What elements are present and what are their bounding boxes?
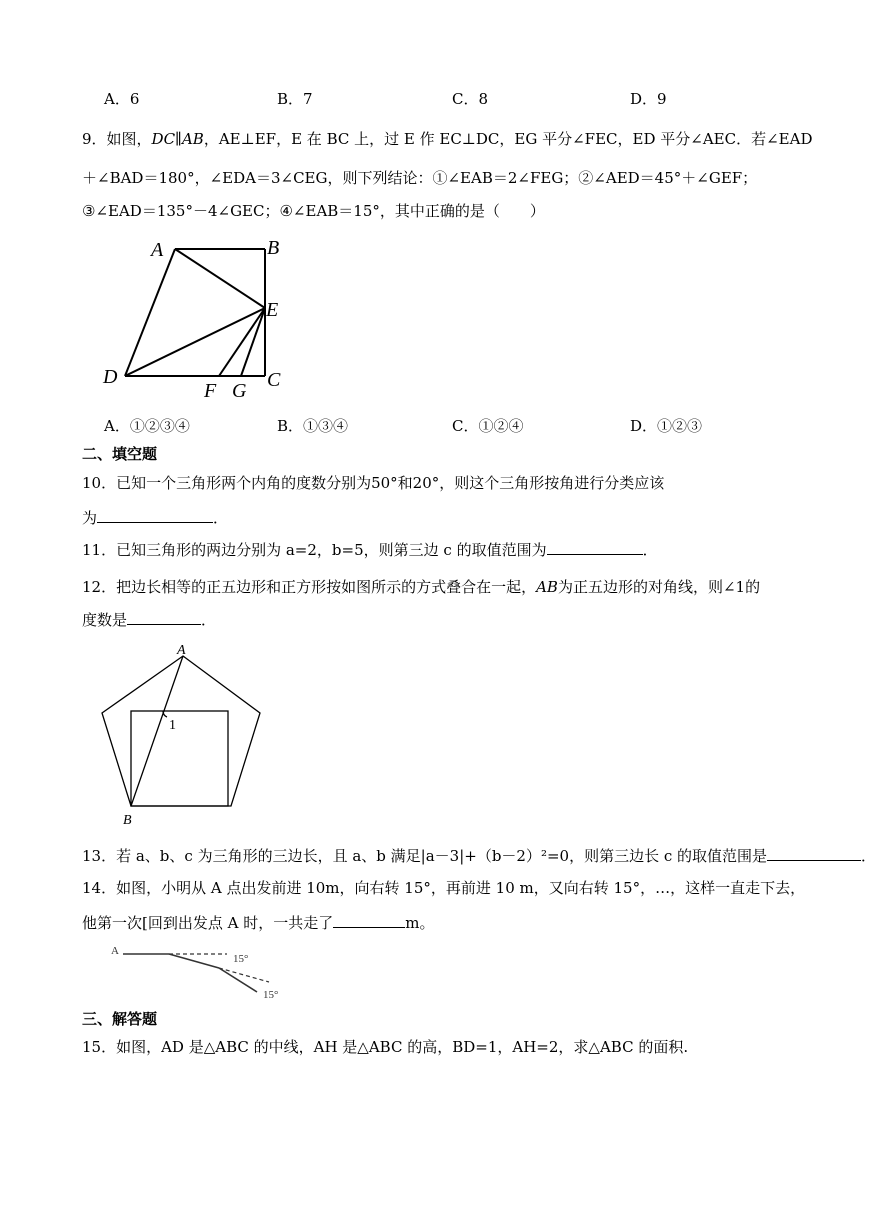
q13-post: ． bbox=[861, 847, 876, 865]
q12-square bbox=[131, 711, 228, 806]
q9-option-d: D．①②③ bbox=[630, 417, 703, 435]
q9-segment-ae bbox=[175, 249, 265, 308]
q12-stem-line2 bbox=[82, 608, 216, 631]
q9-segment-ad bbox=[125, 249, 175, 376]
section-answer-title: 三、解答题 bbox=[82, 1010, 158, 1028]
q11-stem bbox=[82, 538, 658, 561]
q14-label-angle2: 15° bbox=[263, 989, 279, 1001]
q9-stem-math: DC∥AB bbox=[151, 130, 204, 148]
q10-stem-line2 bbox=[82, 506, 228, 529]
q12-label-b: B bbox=[123, 813, 132, 828]
q11-pre: 11．已知三角形的两边分别为 a=2，b=5，则第三边 c 的取值范围为 bbox=[82, 541, 547, 559]
q13-pre: 13．若 a、b、c 为三角形的三边长，且 a、b 满足|a－3|+（b－2）²=0，则第三边长 c 的取值范围是 bbox=[82, 847, 768, 865]
q12-pentagon bbox=[102, 656, 260, 806]
q14-label-angle1: 15° bbox=[233, 953, 249, 965]
q11-answer-blank[interactable] bbox=[547, 538, 643, 555]
section-fill-in-title: 二、填空题 bbox=[82, 445, 158, 463]
q10-post: ． bbox=[213, 509, 229, 527]
q14-path-seg2 bbox=[169, 954, 219, 968]
q12-line2-pre: 度数是 bbox=[82, 611, 128, 629]
q12-math: AB bbox=[536, 578, 558, 596]
q14-stem-line1: 14．如图，小明从 A 点出发前进 10m，向右转 15°，再前进 10 m，又向右转 15°，…，这样一直走下去， bbox=[82, 879, 806, 897]
q9-label-c: C bbox=[267, 369, 281, 391]
q13-answer-blank[interactable] bbox=[767, 844, 861, 861]
q15-stem: 15．如图，AD 是△ABC 的中线，AH 是△ABC 的高，BD=1，AH=2，求△ABC 的面积. bbox=[82, 1038, 689, 1056]
q13-stem bbox=[82, 844, 876, 867]
q14-label-a: A bbox=[111, 945, 119, 957]
q12-pre: 12．把边长相等的正五边形和正方形按如图所示的方式叠合在一起， bbox=[82, 578, 537, 596]
q9-label-b: B bbox=[267, 237, 280, 259]
q12-answer-blank[interactable] bbox=[127, 608, 201, 625]
q9-figure bbox=[95, 230, 305, 405]
q12-label-a: A bbox=[177, 643, 186, 658]
q12-post: 为正五边形的对角线，则∠1的 bbox=[557, 578, 761, 596]
q9-label-f: F bbox=[204, 380, 217, 402]
q11-post: ． bbox=[642, 541, 658, 559]
q12-line2-post: ． bbox=[201, 611, 217, 629]
q9-stem-post: ，AE⊥EF，E 在 BC 上，过 E 作 EC⊥DC，EG 平分∠FEC，ED 平分∠AEC．若∠EAD bbox=[203, 130, 813, 148]
q14-answer-blank[interactable] bbox=[333, 911, 405, 928]
q10-pre: 为 bbox=[82, 509, 98, 527]
q9-stem-line1 bbox=[82, 128, 812, 150]
q10-stem-line1: 10．已知一个三角形两个内角的度数分别为50°和20°，则这个三角形按角进行分类应该 bbox=[82, 474, 665, 492]
q14-pre: 他第一次[回到出发点 A 时，一共走了 bbox=[82, 914, 334, 932]
q10-answer-blank[interactable] bbox=[97, 506, 213, 523]
q8-option-c: C．8 bbox=[452, 90, 489, 108]
q9-label-g: G bbox=[232, 380, 247, 402]
q9-option-b: B．①③④ bbox=[277, 417, 349, 435]
q9-stem-line2: ＋∠BAD＝180°，∠EDA＝3∠CEG，则下列结论：①∠EAB＝2∠FEG；②∠AED＝45°＋∠GEF； bbox=[82, 169, 758, 187]
q9-label-e: E bbox=[266, 299, 279, 321]
q9-label-d: D bbox=[103, 366, 118, 388]
q9-option-a: A．①②③④ bbox=[104, 417, 190, 435]
q12-figure bbox=[95, 638, 270, 833]
q9-label-a: A bbox=[151, 239, 164, 261]
q9-stem-pre: 9．如图， bbox=[82, 130, 152, 148]
q14-figure bbox=[105, 938, 295, 1003]
q12-angle-1-arc bbox=[163, 711, 167, 717]
q9-stem-line3: ③∠EAD＝135°－4∠GEC；④∠EAB＝15°，其中正确的是（ ） bbox=[82, 202, 545, 220]
q8-option-a: A．6 bbox=[104, 90, 140, 108]
q12-stem-line1 bbox=[82, 576, 760, 598]
q14-dashed-ext2 bbox=[219, 968, 269, 982]
q14-stem-line2 bbox=[82, 911, 434, 934]
q12-label-1: 1 bbox=[169, 718, 176, 733]
q8-option-b: B．7 bbox=[277, 90, 313, 108]
q14-post: m。 bbox=[405, 914, 435, 932]
q14-path-seg3 bbox=[219, 968, 257, 992]
q8-option-d: D．9 bbox=[630, 90, 667, 108]
q9-option-c: C．①②④ bbox=[452, 417, 524, 435]
